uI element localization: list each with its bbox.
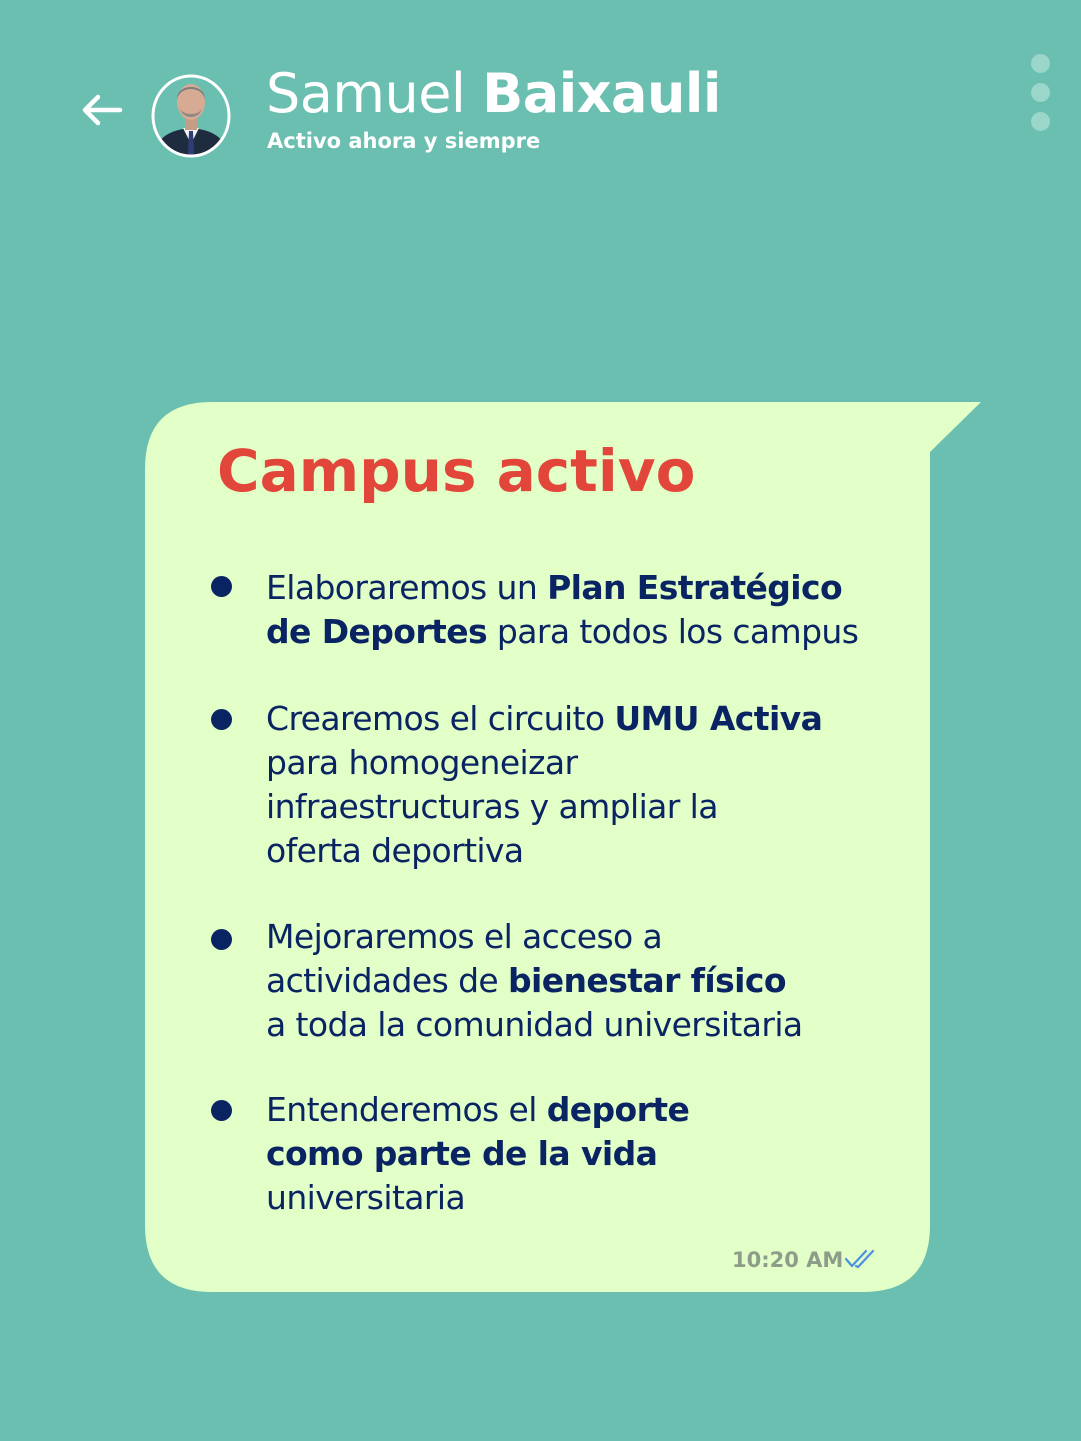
text-run: oferta deportiva (266, 831, 524, 870)
bold-text: de Deportes (266, 612, 488, 651)
bullet-text (266, 566, 906, 654)
bullet-line (266, 1176, 906, 1220)
text-run: infraestructuras y ampliar la (266, 787, 718, 826)
bullet-text (266, 1088, 906, 1220)
bullet-dot (211, 1100, 232, 1121)
bullet-line (266, 1088, 906, 1132)
text-run: Elaboraremos un (266, 568, 548, 607)
bullet-line (266, 785, 906, 829)
bullet-text (266, 697, 906, 873)
contact-first-name: Samuel (266, 62, 466, 125)
text-run: Crearemos el circuito (266, 699, 615, 738)
bullet-dot (211, 709, 232, 730)
text-run: Mejoraremos el acceso a (266, 917, 663, 956)
text-run: para homogeneizar (266, 743, 578, 782)
text-run: para todos los campus (487, 612, 859, 651)
bullet-line (266, 1003, 906, 1047)
bullet-line (266, 959, 906, 1003)
message-timestamp: 10:20 AM (732, 1248, 844, 1272)
bullet-line (266, 1132, 906, 1176)
contact-last-name: Baixauli (482, 62, 721, 125)
text-run: a toda la comunidad universitaria (266, 1005, 803, 1044)
bullet-line (266, 829, 906, 873)
bullet-dot (211, 576, 232, 597)
message-title: Campus activo (217, 437, 696, 505)
bullet-line (266, 915, 906, 959)
bullet-dot (211, 929, 232, 950)
text-run: actividades de (266, 961, 509, 1000)
text-run: universitaria (266, 1178, 466, 1217)
bold-text: UMU Activa (614, 699, 823, 738)
bold-text: Plan Estratégico (547, 568, 843, 607)
bullet-line (266, 741, 906, 785)
bullet-line (266, 610, 906, 654)
contact-status: Activo ahora y siempre (267, 129, 541, 153)
bullet-line (266, 566, 906, 610)
bold-text: bienestar físico (508, 961, 786, 1000)
bold-text: deporte (546, 1090, 690, 1129)
text-run: Entenderemos el (266, 1090, 547, 1129)
double-check-icon (844, 1248, 884, 1270)
bullet-line (266, 697, 906, 741)
bullet-text (266, 915, 906, 1047)
bold-text: como parte de la vida (266, 1134, 658, 1173)
